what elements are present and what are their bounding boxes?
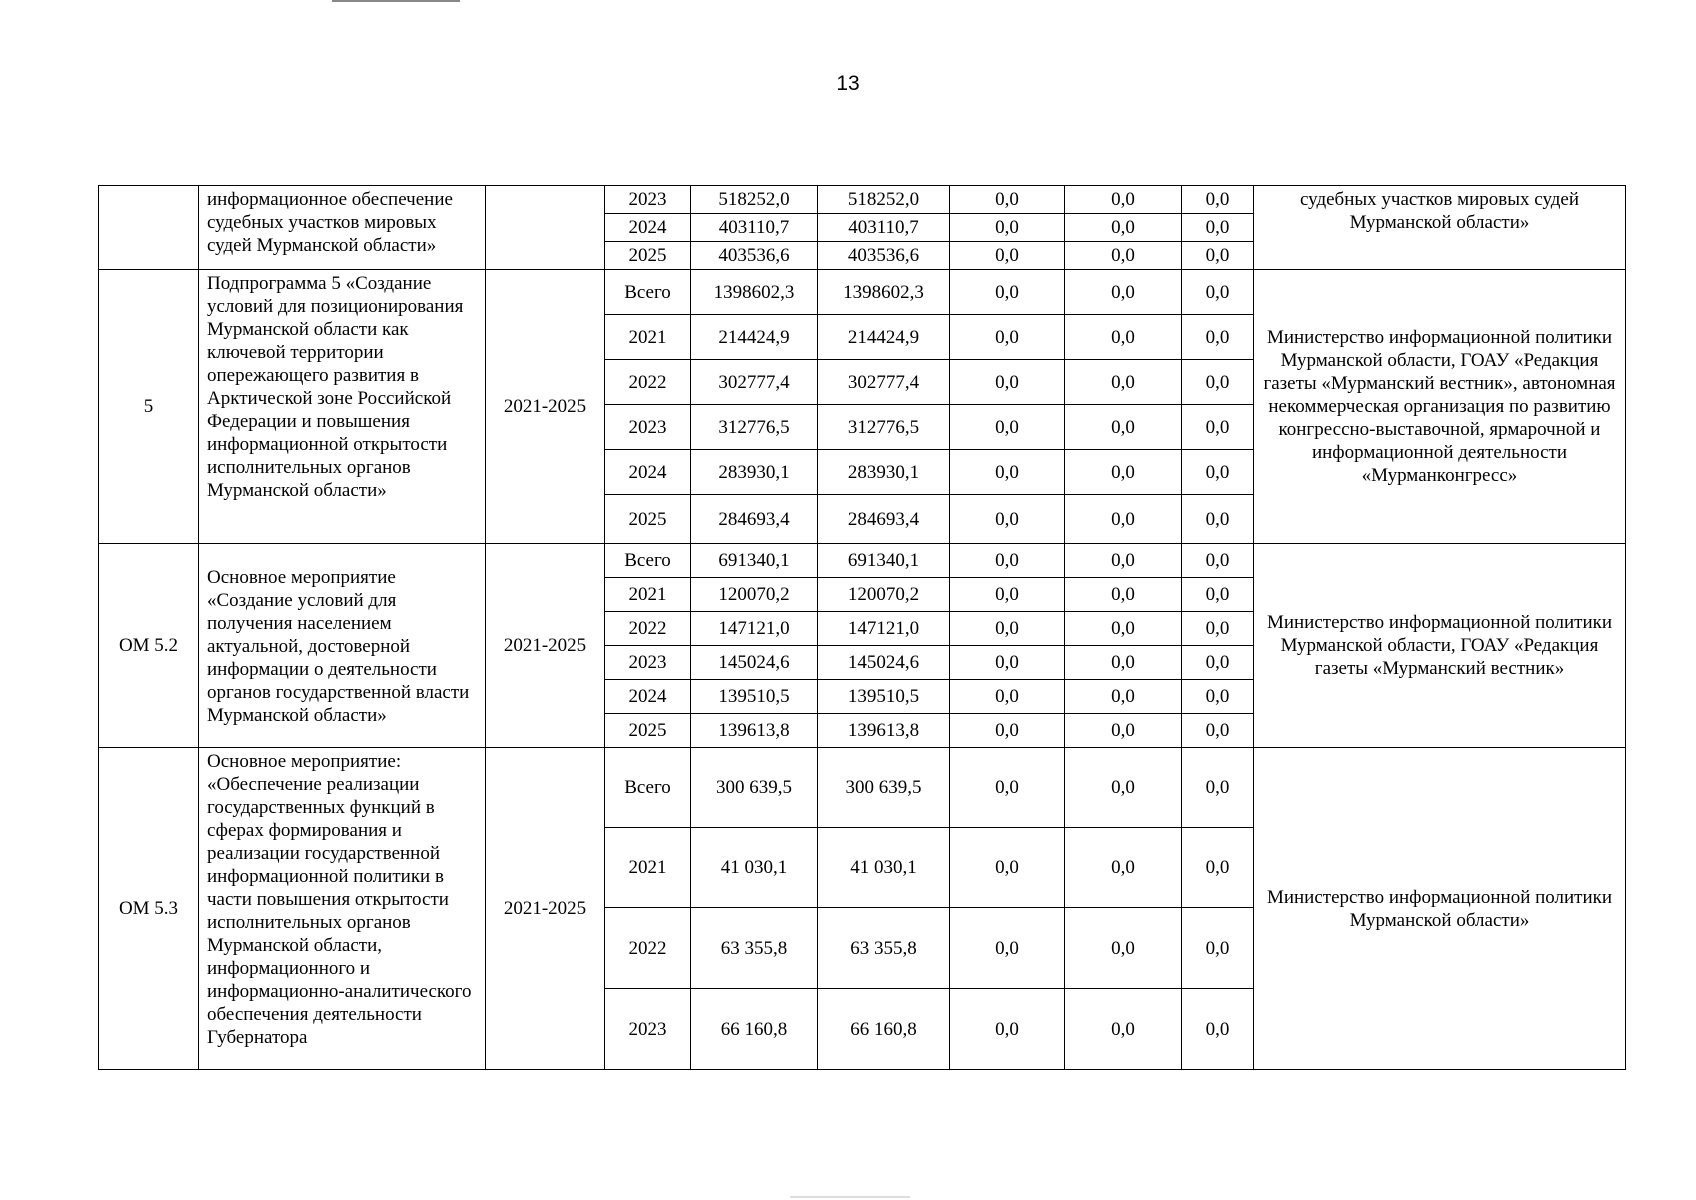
other-sources-cell: 0,0 [1182, 360, 1254, 405]
regional-budget-cell: 283930,1 [818, 450, 950, 495]
other-sources-cell: 0,0 [1182, 405, 1254, 450]
year-cell: 2022 [605, 908, 691, 989]
period: 2021-2025 [486, 748, 605, 1070]
total-cell: 312776,5 [691, 405, 818, 450]
local-budget-cell: 0,0 [1065, 544, 1182, 578]
year-cell: Всего [605, 270, 691, 315]
financing-table [98, 185, 1626, 1070]
federal-budget-cell: 0,0 [950, 714, 1065, 748]
federal-budget-cell: 0,0 [950, 612, 1065, 646]
year-cell: 2024 [605, 450, 691, 495]
local-budget-cell: 0,0 [1065, 360, 1182, 405]
federal-budget-cell: 0,0 [950, 680, 1065, 714]
federal-budget-cell: 0,0 [950, 646, 1065, 680]
total-cell: 139510,5 [691, 680, 818, 714]
table-row [99, 186, 1626, 214]
table-row [99, 748, 1626, 828]
year-cell: 2024 [605, 680, 691, 714]
federal-budget-cell: 0,0 [950, 495, 1065, 544]
other-sources-cell: 0,0 [1182, 908, 1254, 989]
local-budget-cell: 0,0 [1065, 989, 1182, 1070]
total-cell: 63 355,8 [691, 908, 818, 989]
other-sources-cell: 0,0 [1182, 270, 1254, 315]
total-cell: 403536,6 [691, 242, 818, 270]
total-cell: 691340,1 [691, 544, 818, 578]
local-budget-cell: 0,0 [1065, 578, 1182, 612]
federal-budget-cell: 0,0 [950, 186, 1065, 214]
year-cell: 2025 [605, 495, 691, 544]
executor: Министерство информационной политики Мурманской области, ГОАУ «Редакция газеты «Мурманский вестник», автономная некоммерческая организация по развитию конгрессно-выставочной, ярмарочной и информационной деятельности «Мурманконгресс» [1254, 270, 1626, 544]
local-budget-cell: 0,0 [1065, 450, 1182, 495]
regional-budget-cell: 403110,7 [818, 214, 950, 242]
row-code [99, 186, 199, 270]
regional-budget-cell: 139613,8 [818, 714, 950, 748]
year-cell: 2023 [605, 989, 691, 1070]
regional-budget-cell: 120070,2 [818, 578, 950, 612]
local-budget-cell: 0,0 [1065, 612, 1182, 646]
local-budget-cell: 0,0 [1065, 680, 1182, 714]
regional-budget-cell: 1398602,3 [818, 270, 950, 315]
total-cell: 284693,4 [691, 495, 818, 544]
top-edge-mark [332, 0, 460, 2]
other-sources-cell: 0,0 [1182, 680, 1254, 714]
federal-budget-cell: 0,0 [950, 315, 1065, 360]
local-budget-cell: 0,0 [1065, 214, 1182, 242]
other-sources-cell: 0,0 [1182, 315, 1254, 360]
regional-budget-cell: 66 160,8 [818, 989, 950, 1070]
total-cell: 139613,8 [691, 714, 818, 748]
federal-budget-cell: 0,0 [950, 450, 1065, 495]
executor: Министерство информационной политики Мурманской области» [1254, 748, 1626, 1070]
federal-budget-cell: 0,0 [950, 270, 1065, 315]
federal-budget-cell: 0,0 [950, 908, 1065, 989]
regional-budget-cell: 41 030,1 [818, 828, 950, 908]
federal-budget-cell: 0,0 [950, 989, 1065, 1070]
other-sources-cell: 0,0 [1182, 989, 1254, 1070]
local-budget-cell: 0,0 [1065, 242, 1182, 270]
regional-budget-cell: 63 355,8 [818, 908, 950, 989]
total-cell: 66 160,8 [691, 989, 818, 1070]
other-sources-cell: 0,0 [1182, 242, 1254, 270]
page-number: 13 [836, 72, 860, 95]
other-sources-cell: 0,0 [1182, 495, 1254, 544]
other-sources-cell: 0,0 [1182, 214, 1254, 242]
year-cell: Всего [605, 748, 691, 828]
regional-budget-cell: 145024,6 [818, 646, 950, 680]
total-cell: 518252,0 [691, 186, 818, 214]
year-cell: 2024 [605, 214, 691, 242]
total-cell: 145024,6 [691, 646, 818, 680]
period: 2021-2025 [486, 270, 605, 544]
row-code: ОМ 5.3 [99, 748, 199, 1070]
year-cell: 2023 [605, 186, 691, 214]
table-row [99, 544, 1626, 578]
measure-name: Подпрограмма 5 «Создание условий для позиционирования Мурманской области как ключевой территории опережающего развития в Арктической зоне Российской Федерации и повышения информационной открытости исполнительных органов Мурманской области» [199, 270, 486, 544]
federal-budget-cell: 0,0 [950, 748, 1065, 828]
year-cell: 2025 [605, 242, 691, 270]
executor: Министерство информационной политики Мурманской области, ГОАУ «Редакция газеты «Мурманский вестник» [1254, 544, 1626, 748]
local-budget-cell: 0,0 [1065, 748, 1182, 828]
regional-budget-cell: 403536,6 [818, 242, 950, 270]
other-sources-cell: 0,0 [1182, 828, 1254, 908]
regional-budget-cell: 691340,1 [818, 544, 950, 578]
other-sources-cell: 0,0 [1182, 714, 1254, 748]
federal-budget-cell: 0,0 [950, 405, 1065, 450]
local-budget-cell: 0,0 [1065, 405, 1182, 450]
year-cell: 2021 [605, 578, 691, 612]
local-budget-cell: 0,0 [1065, 315, 1182, 360]
local-budget-cell: 0,0 [1065, 714, 1182, 748]
total-cell: 120070,2 [691, 578, 818, 612]
regional-budget-cell: 302777,4 [818, 360, 950, 405]
regional-budget-cell: 214424,9 [818, 315, 950, 360]
local-budget-cell: 0,0 [1065, 495, 1182, 544]
federal-budget-cell: 0,0 [950, 360, 1065, 405]
regional-budget-cell: 312776,5 [818, 405, 950, 450]
federal-budget-cell: 0,0 [950, 544, 1065, 578]
total-cell: 302777,4 [691, 360, 818, 405]
regional-budget-cell: 518252,0 [818, 186, 950, 214]
year-cell: 2022 [605, 360, 691, 405]
year-cell: Всего [605, 544, 691, 578]
year-cell: 2022 [605, 612, 691, 646]
federal-budget-cell: 0,0 [950, 242, 1065, 270]
year-cell: 2021 [605, 315, 691, 360]
other-sources-cell: 0,0 [1182, 612, 1254, 646]
local-budget-cell: 0,0 [1065, 828, 1182, 908]
year-cell: 2025 [605, 714, 691, 748]
federal-budget-cell: 0,0 [950, 578, 1065, 612]
other-sources-cell: 0,0 [1182, 450, 1254, 495]
table-row [99, 270, 1626, 315]
total-cell: 283930,1 [691, 450, 818, 495]
total-cell: 1398602,3 [691, 270, 818, 315]
row-code: 5 [99, 270, 199, 544]
other-sources-cell: 0,0 [1182, 578, 1254, 612]
period: 2021-2025 [486, 544, 605, 748]
year-cell: 2023 [605, 405, 691, 450]
regional-budget-cell: 284693,4 [818, 495, 950, 544]
measure-name: информационное обеспечение судебных участков мировых судей Мурманской области» [199, 186, 486, 270]
other-sources-cell: 0,0 [1182, 544, 1254, 578]
measure-name: Основное мероприятие «Создание условий для получения населением актуальной, достоверной информации о деятельности органов государственной власти Мурманской области» [199, 544, 486, 748]
federal-budget-cell: 0,0 [950, 214, 1065, 242]
measure-name: Основное мероприятие: «Обеспечение реализации государственных функций в сферах формирования и реализации государственной информационной политики в части повышения открытости исполнительных органов Мурманской области, информационного и информационно-аналитического обеспечения деятельности Губернатора [199, 748, 486, 1070]
other-sources-cell: 0,0 [1182, 748, 1254, 828]
year-cell: 2023 [605, 646, 691, 680]
total-cell: 300 639,5 [691, 748, 818, 828]
other-sources-cell: 0,0 [1182, 186, 1254, 214]
year-cell: 2021 [605, 828, 691, 908]
local-budget-cell: 0,0 [1065, 908, 1182, 989]
local-budget-cell: 0,0 [1065, 270, 1182, 315]
local-budget-cell: 0,0 [1065, 646, 1182, 680]
regional-budget-cell: 139510,5 [818, 680, 950, 714]
federal-budget-cell: 0,0 [950, 828, 1065, 908]
executor: судебных участков мировых судей Мурманской области» [1254, 186, 1626, 270]
other-sources-cell: 0,0 [1182, 646, 1254, 680]
local-budget-cell: 0,0 [1065, 186, 1182, 214]
total-cell: 147121,0 [691, 612, 818, 646]
total-cell: 214424,9 [691, 315, 818, 360]
total-cell: 403110,7 [691, 214, 818, 242]
row-code: ОМ 5.2 [99, 544, 199, 748]
total-cell: 41 030,1 [691, 828, 818, 908]
regional-budget-cell: 300 639,5 [818, 748, 950, 828]
period [486, 186, 605, 270]
regional-budget-cell: 147121,0 [818, 612, 950, 646]
bottom-edge-mark [790, 1196, 910, 1198]
